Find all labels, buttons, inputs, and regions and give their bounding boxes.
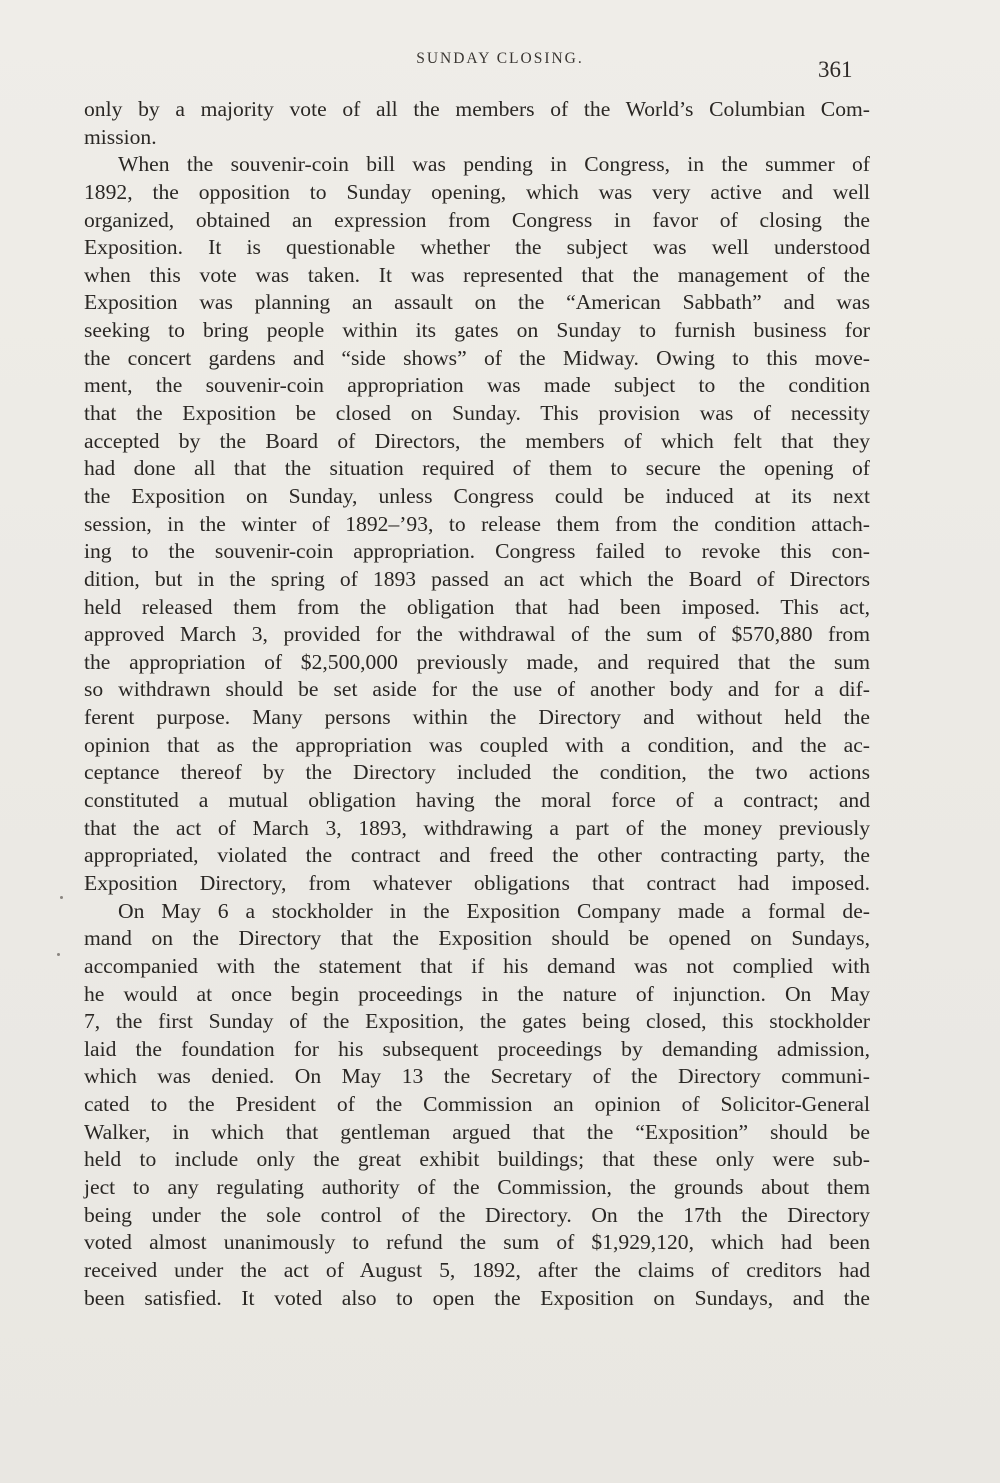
text-line: so withdrawn should be set aside for the use of another body and for a dif- [84, 677, 870, 702]
text-line: Exposition Directory, from whatever obligations that contract had imposed. [84, 870, 870, 895]
text-line: being under the sole control of the Directory. On the 17th the Directory [84, 1202, 870, 1227]
text-line: cated to the President of the Commission an opinion of Solicitor-General [84, 1092, 870, 1117]
text-line: received under the act of August 5, 1892, after the claims of creditors had [84, 1257, 870, 1282]
text-line: Exposition was planning an assault on the “American Sabbath” and was [84, 290, 870, 315]
text-line: ment, the souvenir-coin appropriation was made subject to the condition [84, 373, 870, 398]
text-line: accompanied with the statement that if his demand was not complied with [84, 953, 870, 978]
text-line: organized, obtained an expression from Congress in favor of closing the [84, 207, 870, 232]
text-line: ceptance thereof by the Directory included the condition, the two actions [84, 760, 870, 785]
text-line: session, in the winter of 1892–’93, to release them from the condition attach- [84, 511, 870, 536]
text-line: held to include only the great exhibit buildings; that these only were sub- [84, 1147, 870, 1172]
page-number: 361 [818, 57, 853, 82]
text-line: mand on the Directory that the Exposition should be opened on Sundays, [84, 926, 870, 951]
text-line: voted almost unanimously to refund the sum of $1,929,120, which had been [84, 1230, 870, 1255]
text-line: accepted by the Board of Directors, the members of which felt that they [84, 428, 870, 453]
text-line: been satisfied. It voted also to open the Exposition on Sundays, and the [84, 1285, 870, 1310]
text-line: dition, but in the spring of 1893 passed an act which the Board of Directors [84, 566, 870, 591]
text-line: 1892, the opposition to Sunday opening, which was very active and well [84, 179, 870, 204]
text-line: he would at once begin proceedings in the nature of injunction. On May [84, 981, 870, 1006]
text-line: the concert gardens and “side shows” of the Midway. Owing to this move- [84, 345, 870, 370]
text-line: When the souvenir-coin bill was pending in Congress, in the summer of [118, 152, 870, 177]
text-line: appropriated, violated the contract and freed the other contracting party, the [84, 843, 870, 868]
text-line: On May 6 a stockholder in the Exposition Company made a formal de- [118, 898, 870, 923]
paper-speck [60, 896, 63, 899]
text-line: 7, the first Sunday of the Exposition, the gates being closed, this stockholder [84, 1009, 870, 1034]
text-line: which was denied. On May 13 the Secretary of the Directory communi- [84, 1064, 870, 1089]
text-line: held released them from the obligation that had been imposed. This act, [84, 594, 870, 619]
text-line: that the act of March 3, 1893, withdrawing a part of the money previously [84, 815, 870, 840]
text-line: approved March 3, provided for the withdrawal of the sum of $570,880 from [84, 622, 870, 647]
text-line: ing to the souvenir-coin appropriation. Congress failed to revoke this con- [84, 539, 870, 564]
text-line: ject to any regulating authority of the Commission, the grounds about them [84, 1174, 870, 1199]
text-line: seeking to bring people within its gates on Sunday to furnish business for [84, 318, 870, 343]
body-text [84, 96, 870, 1312]
text-line: only by a majority vote of all the members of the World’s Columbian Com- [84, 97, 870, 121]
text-line: the appropriation of $2,500,000 previously made, and required that the sum [84, 649, 870, 674]
text-line: Walker, in which that gentleman argued that the “Exposition” should be [84, 1119, 870, 1144]
text-line: when this vote was taken. It was represented that the management of the [84, 262, 870, 287]
text-line: Exposition. It is questionable whether the subject was well understood [84, 235, 870, 260]
text-line: constituted a mutual obligation having the moral force of a contract; and [84, 788, 870, 813]
running-head: SUNDAY CLOSING. [416, 50, 584, 67]
text-line: ferent purpose. Many persons within the Directory and without held the [84, 705, 870, 730]
text-line: the Exposition on Sunday, unless Congress could be induced at its next [84, 483, 870, 508]
text-line: had done all that the situation required of them to secure the opening of [84, 456, 870, 481]
paper-speck [57, 953, 60, 956]
text-line: that the Exposition be closed on Sunday. This provision was of necessity [84, 401, 870, 426]
text-line: mission. [84, 124, 157, 149]
text-line: opinion that as the appropriation was coupled with a condition, and the ac- [84, 732, 870, 757]
text-line: laid the foundation for his subsequent proceedings by demanding admission, [84, 1036, 870, 1061]
